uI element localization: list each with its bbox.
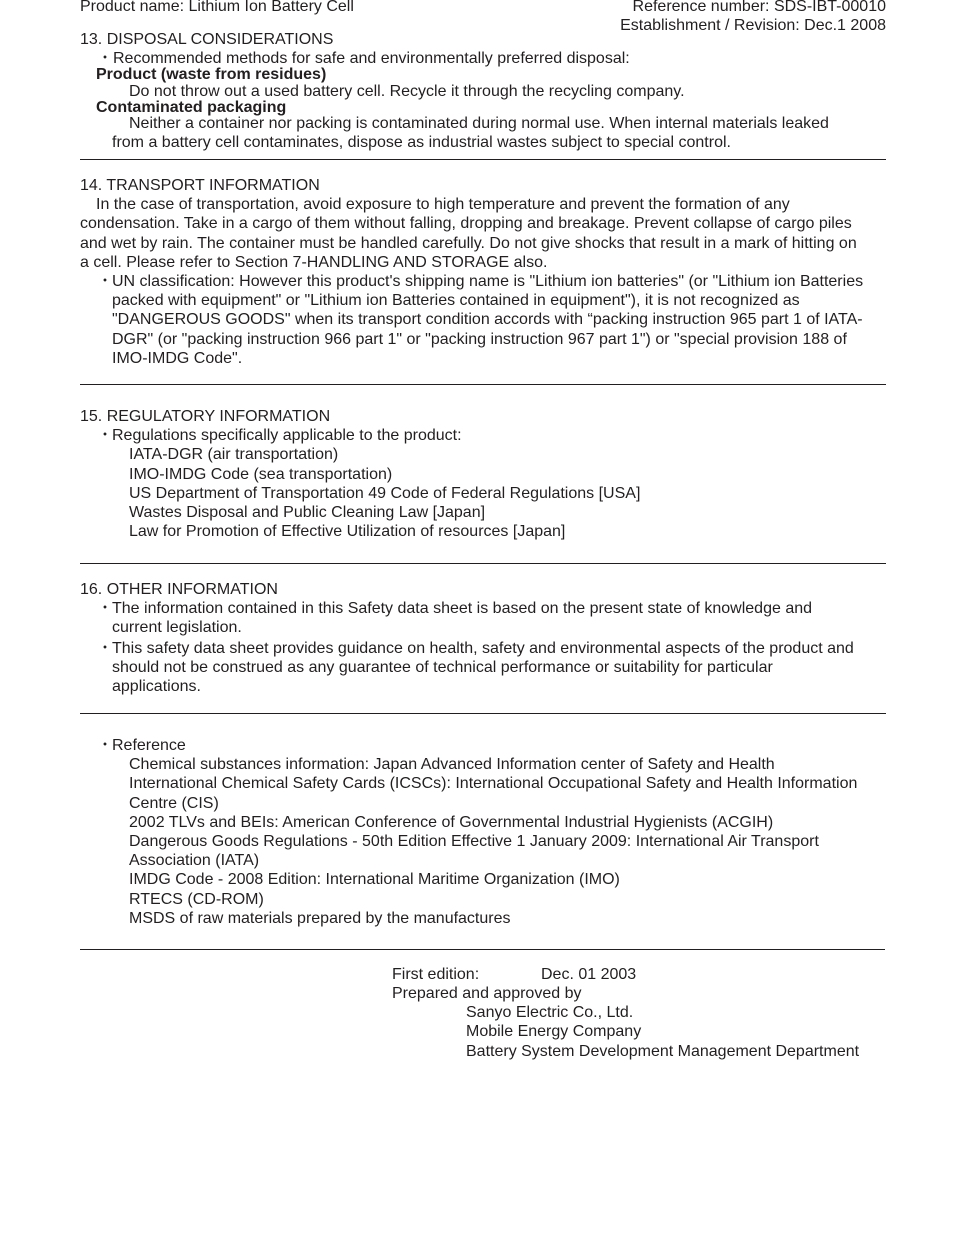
product-waste-label: Product (waste from residues) xyxy=(96,66,327,84)
department-name: Battery System Development Management Department xyxy=(466,1043,860,1060)
un-classification-line: "DANGEROUS GOODS" when its transport condition accords with “packing instruction 965 part 1 of IATA- xyxy=(112,311,863,329)
un-classification-line: packed with equipment" or "Lithium ion Batteries contained in equipment"), it is not recognized as xyxy=(112,292,800,310)
reference-item: RTECS (CD-ROM) xyxy=(129,890,264,908)
first-edition-date: Dec. 01 2003 xyxy=(541,966,637,983)
reference-section xyxy=(80,736,888,928)
transport-para-line: condensation. Take in a cargo of them without falling, dropping and breakage. Prevent collapse of cargo piles xyxy=(80,215,852,233)
product-name: Product name: Lithium Ion Battery Cell xyxy=(80,0,354,15)
other-info-bullet-1: ・ The information contained in this Safety data sheet is based on the present state of knowledge and xyxy=(80,599,888,618)
reference-number: Reference number: SDS-IBT-00010 xyxy=(632,0,886,15)
other-info-line: applications. xyxy=(112,678,201,696)
reference-item: IMDG Code - 2008 Edition: International Maritime Organization (IMO) xyxy=(129,871,620,889)
contaminated-packaging-label: Contaminated packaging xyxy=(96,98,287,116)
reference-item: International Chemical Safety Cards (ICSCs): International Occupational Safety and Health Information xyxy=(129,775,858,793)
un-classification-line: ・ UN classification: However this product's shipping name is "Lithium ion batteries" (or "Lithium ion Batteries xyxy=(80,272,888,291)
regulation-item: US Department of Transportation 49 Code of Federal Regulations [USA] xyxy=(129,484,641,502)
other-info-line: current legislation. xyxy=(112,619,242,637)
section-15 xyxy=(80,407,888,541)
first-edition-label: First edition: xyxy=(392,966,480,983)
product-waste-text: Do not throw out a used battery cell. Recycle it through the recycling company. xyxy=(129,82,685,100)
section-14-title: 14. TRANSPORT INFORMATION xyxy=(80,177,320,194)
divider xyxy=(80,949,885,950)
reference-title: ・ Reference xyxy=(80,736,888,755)
regulations-bullet: ・ Regulations specifically applicable to the product: xyxy=(80,426,888,445)
other-info-bullet-2: ・ This safety data sheet provides guidance on health, safety and environmental aspects of the product and xyxy=(80,639,888,658)
section-16 xyxy=(80,580,888,696)
revision-date: Establishment / Revision: Dec.1 2008 xyxy=(620,17,886,35)
divider xyxy=(80,384,886,385)
contaminated-packaging-text-2: from a battery cell contaminates, dispose as industrial wastes subject to special control. xyxy=(112,134,731,152)
section-14 xyxy=(80,176,888,368)
regulation-item: IATA-DGR (air transportation) xyxy=(129,446,339,464)
un-classification-line: DGR" (or "packing instruction 966 part 1" or "packing instruction 967 part 1") or "special provision 188 of xyxy=(112,330,847,348)
other-info-line: should not be construed as any guarantee of technical performance or suitability for particular xyxy=(112,658,773,676)
regulation-item: Wastes Disposal and Public Cleaning Law [Japan] xyxy=(129,504,486,522)
section-15-title: 15. REGULATORY INFORMATION xyxy=(80,408,331,425)
regulation-item: Law for Promotion of Effective Utilization of resources [Japan] xyxy=(129,523,566,541)
company-name: Sanyo Electric Co., Ltd. xyxy=(466,1004,634,1021)
divider xyxy=(80,563,886,564)
regulation-item: IMO-IMDG Code (sea transportation) xyxy=(129,465,393,483)
section-13-title: 13. DISPOSAL CONSIDERATIONS xyxy=(80,31,334,48)
un-classification-line: IMO-IMDG Code". xyxy=(112,349,243,367)
transport-para-line: and wet by rain. The container must be handled carefully. Do not give shocks that result in a mark of hitting on xyxy=(80,234,857,252)
transport-para-line: In the case of transportation, avoid exposure to high temperature and prevent the formation of any xyxy=(96,196,790,214)
reference-item: Centre (CIS) xyxy=(129,794,219,812)
contaminated-packaging-text-1: Neither a container nor packing is contaminated during normal use. When internal materials leaked xyxy=(129,115,829,133)
reference-item: Dangerous Goods Regulations - 50th Edition Effective 1 January 2009: International Air Transport xyxy=(129,833,819,851)
reference-item: Chemical substances information: Japan Advanced Information center of Safety and Health xyxy=(129,756,775,774)
section-16-title: 16. OTHER INFORMATION xyxy=(80,581,278,598)
transport-para-line: a cell. Please refer to Section 7-HANDLING AND STORAGE also. xyxy=(80,253,548,271)
reference-item: 2002 TLVs and BEIs: American Conference of Governmental Industrial Hygienists (ACGIH) xyxy=(129,813,774,831)
divider xyxy=(80,713,886,714)
division-name: Mobile Energy Company xyxy=(466,1023,642,1040)
prepared-by: Prepared and approved by xyxy=(392,985,582,1002)
divider xyxy=(80,159,886,160)
reference-item: MSDS of raw materials prepared by the manufactures xyxy=(129,909,511,927)
section-13 xyxy=(80,30,888,152)
disposal-bullet: ・ Recommended methods for safe and environmentally preferred disposal: xyxy=(80,49,888,68)
reference-item: Association (IATA) xyxy=(129,852,260,870)
